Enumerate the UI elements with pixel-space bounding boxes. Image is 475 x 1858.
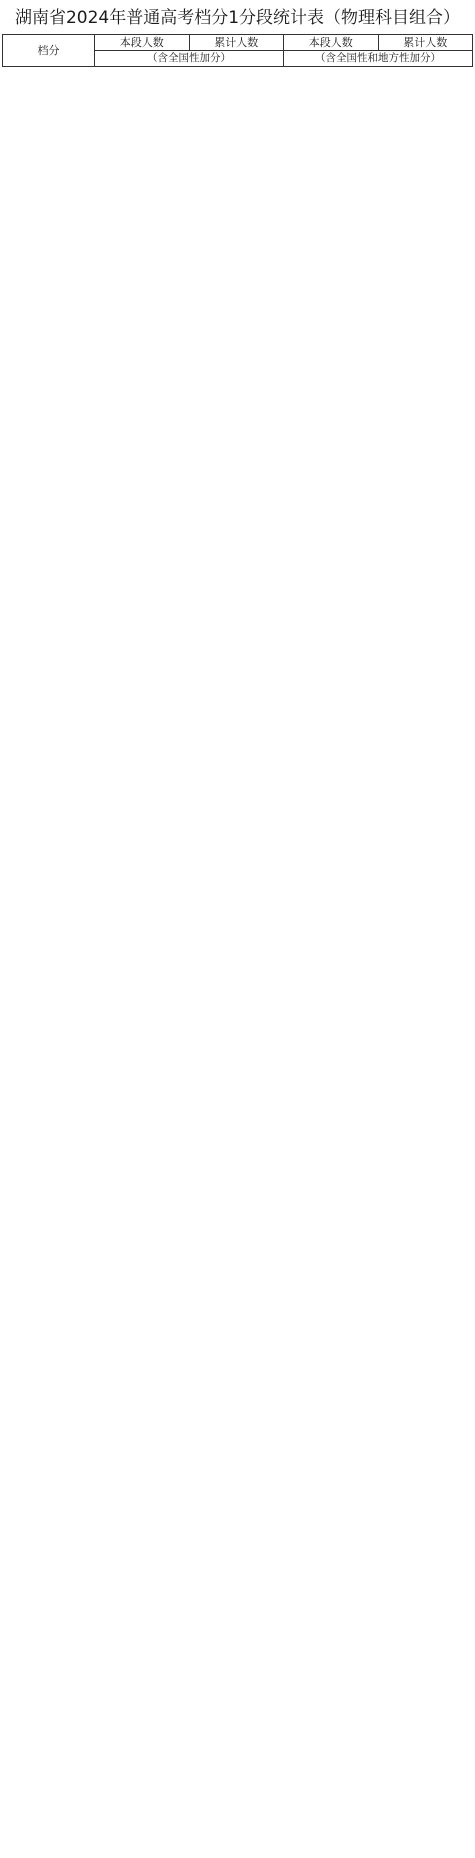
header-count-1: 本段人数 (95, 35, 190, 51)
header-cumulative-2: 累计人数 (378, 35, 473, 51)
page (0, 0, 475, 67)
header-row (3, 35, 473, 51)
header-group-2: （含全国性和地方性加分） (284, 51, 473, 67)
header-score: 档分 (3, 35, 95, 67)
header-cumulative-1: 累计人数 (189, 35, 284, 51)
header-count-2: 本段人数 (284, 35, 379, 51)
page-title: 湖南省2024年普通高考档分1分段统计表（物理科目组合） (14, 8, 461, 28)
header-group-1: （含全国性加分） (95, 51, 284, 67)
score-table (2, 34, 473, 67)
